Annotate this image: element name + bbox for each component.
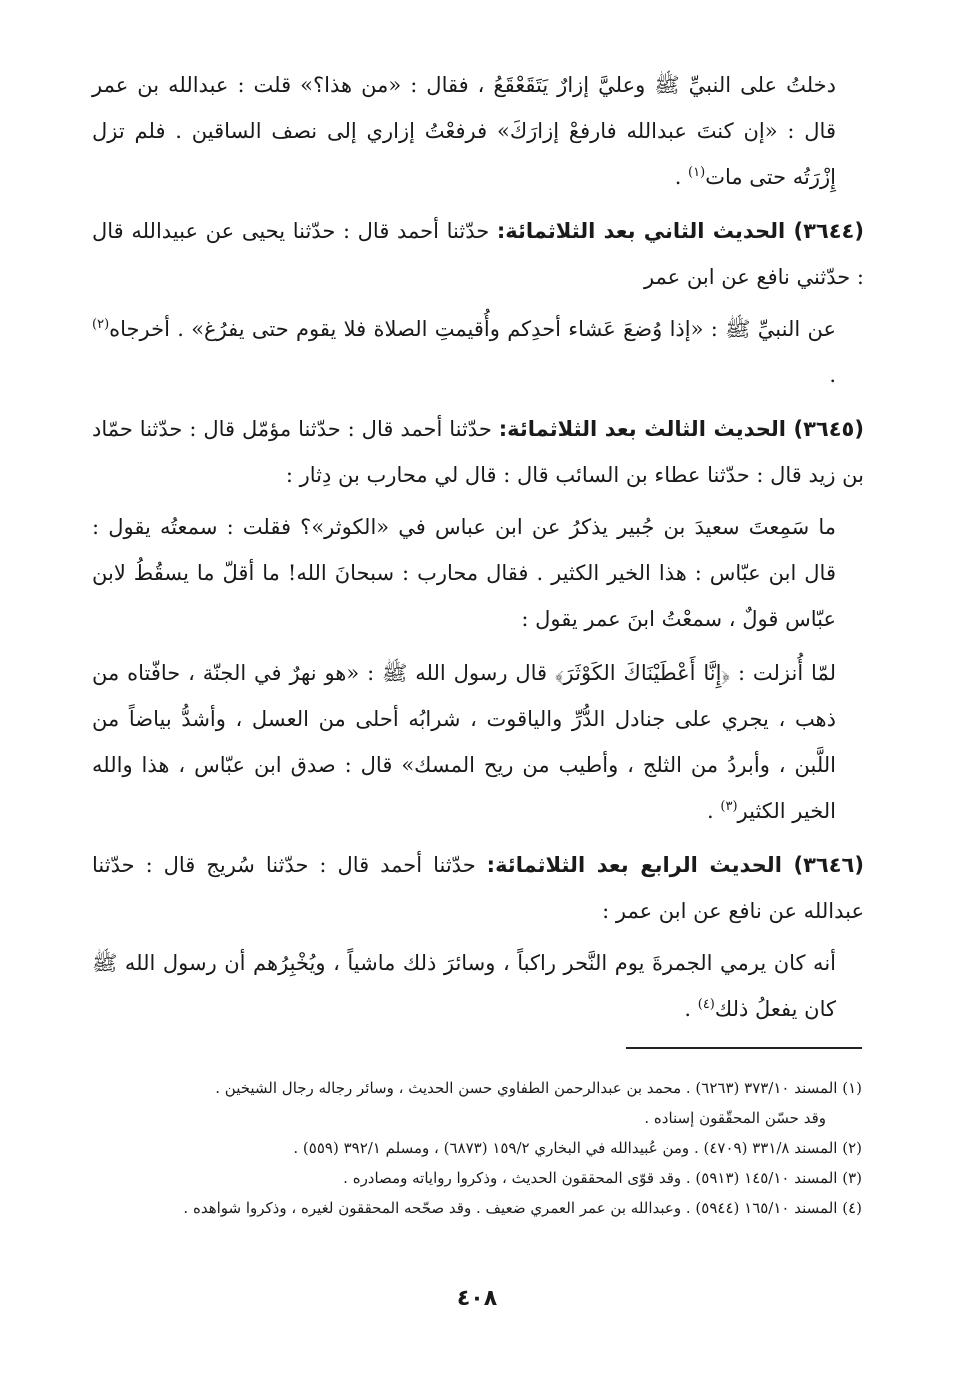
footnote-3: (٣) المسند ١٤٥/١٠ (٥٩١٣) . وقد قوّى المحققون الحديث ، وذكروا رواياته ومصادره . (343, 1169, 862, 1187)
hadith-heading: (٣٦٤٥) الحديث الثالث بعد الثلاثمائة: (498, 417, 864, 441)
hadith-3646-text (92, 940, 864, 1032)
period: . (829, 363, 836, 387)
hadith-text: عن النبيِّ ﷺ : «إذا وُضعَ عَشاء أحدِكم وأُقيمتِ الصلاة فلا يقوم حتى يفرُغ» . أخرجاه (109, 317, 836, 341)
paragraph-text: دخلتُ على النبيِّ ﷺ وعليَّ إزارٌ يَتَقَعْقَعُ ، فقال : «من هذا؟» قلت : عبدالله بن عمر قال : «إن كنتَ عبدالله فارفعْ إزارَكَ» فرفعْتُ إزاري إلى نصف الساقين . فلم تزل إِزْرَتُه حتى مات (92, 73, 836, 189)
footnote-divider (626, 1047, 862, 1049)
footnotes (92, 1073, 862, 1223)
hadith-text: ما سَمِعتَ سعيدَ بن جُبير يذكرُ عن ابن عباس في «الكوثر»؟ فقلت : سمعتُه يقول : قال ابن عبّاس : هذا الخير الكثير . فقال محارب : سبحانَ الله! ما أقلّ ما يسقُطُ لابن عبّاس قولٌ ، سمعْتُ ابنَ عمر يقول : (92, 515, 836, 631)
paragraph-intro (92, 62, 864, 200)
hadith-isnad: حدّثنا أحمد قال : حدّثنا مؤمّل قال : حدّثنا حمّاد بن زيد قال : حدّثنا عطاء بن السائب قال : قال لي محارب بن دِثار : (92, 417, 864, 487)
footnote-2: (٢) المسند ٣٣١/٨ (٤٧٠٩) . ومن عُبيدالله في البخاري ١٥٩/٢ (٦٨٧٣) ، ومسلم ٣٩٢/١ (٥٥٩) . (293, 1139, 862, 1157)
footnote-ref: (٢) (92, 317, 110, 332)
hadith-3645-text-1 (92, 504, 864, 642)
footnote-ref: (٤) (697, 997, 715, 1012)
footnote-4: (٤) المسند ١٦٥/١٠ (٥٩٤٤) . وعبدالله بن عمر العمري ضعيف . وقد صحّحه المحققون لغيره ، وذكروا شواهده . (183, 1199, 862, 1217)
hadith-3645-text-2 (92, 650, 864, 834)
hadith-heading: (٣٦٤٤) الحديث الثاني بعد الثلاثمائة: (496, 219, 864, 243)
footnote-ref: (٣) (720, 799, 738, 814)
main-text (92, 62, 864, 1040)
period: . (707, 799, 721, 823)
footnote-1: (١) المسند ٣٧٣/١٠ (٦٢٦٣) . محمد بن عبدالرحمن الطفاوي حسن الحديث ، وسائر رجاله رجال الشيخين . (215, 1079, 862, 1097)
page-number: ٤٠٨ (456, 1286, 498, 1311)
hadith-3644-text (92, 306, 864, 398)
footnote-ref: (١) (688, 165, 706, 180)
hadith-text: أنه كان يرمي الجمرةَ يوم النَّحر راكباً ، وسائرَ ذلك ماشياً ، ويُخْبِرُهم أن رسول الله ﷺ كان يفعلُ ذلك (92, 951, 836, 1021)
hadith-text: لمّا أُنزلت : ﴿إِنَّا أَعْطَيْنَاكَ الكَوْثَرَ﴾ قال رسول الله ﷺ : «هو نهرٌ في الجنّة ، حافّتاه من ذهب ، يجري على جنادل الدُّرِّ والياقوت ، شرابُه أحلى من العسل ، وأشدُّ بياضاً من اللَّبن ، وأبردُ من الثلج ، وأطيب من ريح المسك» قال : صدق ابن عبّاس ، هذا والله الخير الكثير (92, 661, 836, 823)
hadith-3644 (92, 208, 864, 300)
hadith-heading: (٣٦٤٦) الحديث الرابع بعد الثلاثمائة: (486, 853, 864, 877)
footnote-1-continued: وقد حسّن المحقّقون إسناده . (644, 1109, 826, 1127)
hadith-isnad: حدّثنا أحمد قال : حدّثنا يحيى عن عبيدالله قال : حدّثني نافع عن ابن عمر (92, 219, 864, 289)
period: . (674, 165, 689, 189)
hadith-3645 (92, 406, 864, 498)
hadith-3646 (92, 842, 864, 934)
hadith-isnad: حدّثنا أحمد قال : حدّثنا سُريج قال : حدّثنا عبدالله عن نافع عن ابن عمر : (92, 853, 864, 923)
period: . (684, 997, 698, 1021)
